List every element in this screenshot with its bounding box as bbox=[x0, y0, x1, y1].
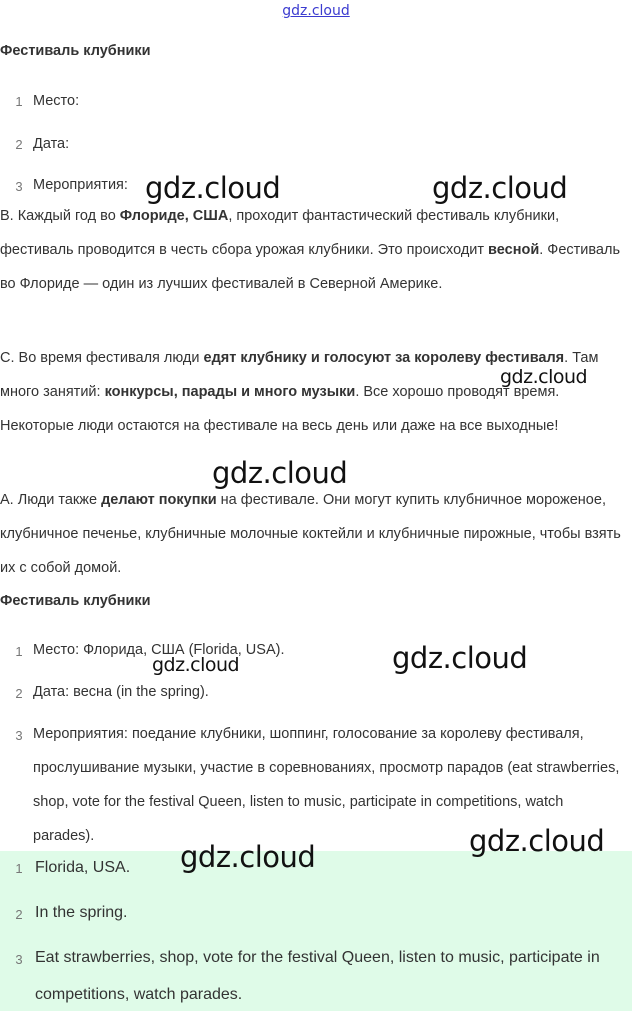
paragraph-c-part-2: . Там много занятий: bbox=[0, 350, 599, 400]
answer-3-text: Eat strawberries, shop, vote for the festival Queen, listen to music, participate in competitions, watch parades. bbox=[35, 949, 600, 1003]
paragraph-b-part-3: . Фестиваль во Флориде — один из лучших фестивалей в Северной Америке. bbox=[0, 242, 621, 292]
paragraph-c-bold-2: конкурсы, парады и много музыки bbox=[104, 384, 356, 400]
watermark: gdz.cloud bbox=[152, 654, 240, 676]
paragraph-c-bold-1: едят клубнику и голосуют за королеву фестиваля bbox=[203, 350, 565, 366]
header-link[interactable]: gdz.cloud bbox=[282, 3, 350, 19]
paragraph-b-part-2: , проходит фантастический фестиваль клубники, фестиваль проводится в честь сбора урожая клубники. Это происходит bbox=[0, 208, 560, 258]
answer-box bbox=[0, 851, 632, 1011]
filled-item-3-number: 3 bbox=[15, 728, 23, 743]
answer-2-text: In the spring. bbox=[35, 904, 128, 921]
answer-3-number: 3 bbox=[15, 952, 23, 967]
task-item-2-number: 2 bbox=[15, 137, 23, 152]
task-item-3-text: Мероприятия: bbox=[33, 177, 128, 193]
watermark: gdz.cloud bbox=[145, 171, 281, 205]
watermark: gdz.cloud bbox=[469, 824, 605, 858]
watermark: gdz.cloud bbox=[392, 641, 528, 675]
filled-item-1-text: Место: Флорида, США (Florida, USA). bbox=[33, 642, 285, 658]
answer-1-text: Florida, USA. bbox=[35, 859, 131, 876]
paragraph-a-part-1: A. Люди также bbox=[0, 492, 102, 508]
paragraph-a-bold-1: делают покупки bbox=[101, 492, 217, 508]
watermark: gdz.cloud bbox=[500, 366, 588, 388]
paragraph-a-part-2: на фестивале. Они могут купить клубничное мороженое, клубничное печенье, клубничные молочные коктейли и клубничные пирожные, чтобы взять их с собой домой. bbox=[0, 492, 621, 576]
paragraph-c bbox=[0, 341, 630, 443]
paragraph-b bbox=[0, 199, 630, 301]
task-item-2-text: Дата: bbox=[33, 136, 70, 152]
watermark: gdz.cloud bbox=[432, 171, 568, 205]
filled-item-2-text: Дата: весна (in the spring). bbox=[33, 684, 209, 700]
task-item-1-text: Место: bbox=[33, 93, 80, 109]
task-item-1-number: 1 bbox=[15, 94, 23, 109]
task-heading: Фестиваль клубники bbox=[0, 43, 151, 59]
paragraph-b-part-1: B. Каждый год во bbox=[0, 208, 120, 224]
paragraph-b-bold-2: весной bbox=[488, 242, 540, 258]
answer-1-number: 1 bbox=[15, 861, 23, 876]
watermark: gdz.cloud bbox=[212, 456, 348, 490]
answer-2-number: 2 bbox=[15, 907, 23, 922]
filled-item-3-text: Мероприятия: поедание клубники, шоппинг, голосование за королеву фестиваля, прослушивание музыки, участие в соревнованиях, просмотр парадов (eat strawberries, shop, vote for the festival Queen, listen to music, participate in competitions, watch parades). bbox=[33, 726, 620, 844]
task-item-3-number: 3 bbox=[15, 179, 23, 194]
paragraph-a bbox=[0, 483, 630, 585]
filled-item-2-number: 2 bbox=[15, 686, 23, 701]
watermark: gdz.cloud bbox=[180, 840, 316, 874]
filled-item-1-number: 1 bbox=[15, 644, 23, 659]
paragraph-b-bold-1: Флориде, США bbox=[119, 208, 229, 224]
paragraph-c-part-3: . Все хорошо проводят время. Некоторые люди остаются на фестивале на весь день или даже на все выходные! bbox=[0, 384, 560, 434]
filled-heading: Фестиваль клубники bbox=[0, 593, 151, 609]
paragraph-c-part-1: C. Во время фестиваля люди bbox=[0, 350, 204, 366]
